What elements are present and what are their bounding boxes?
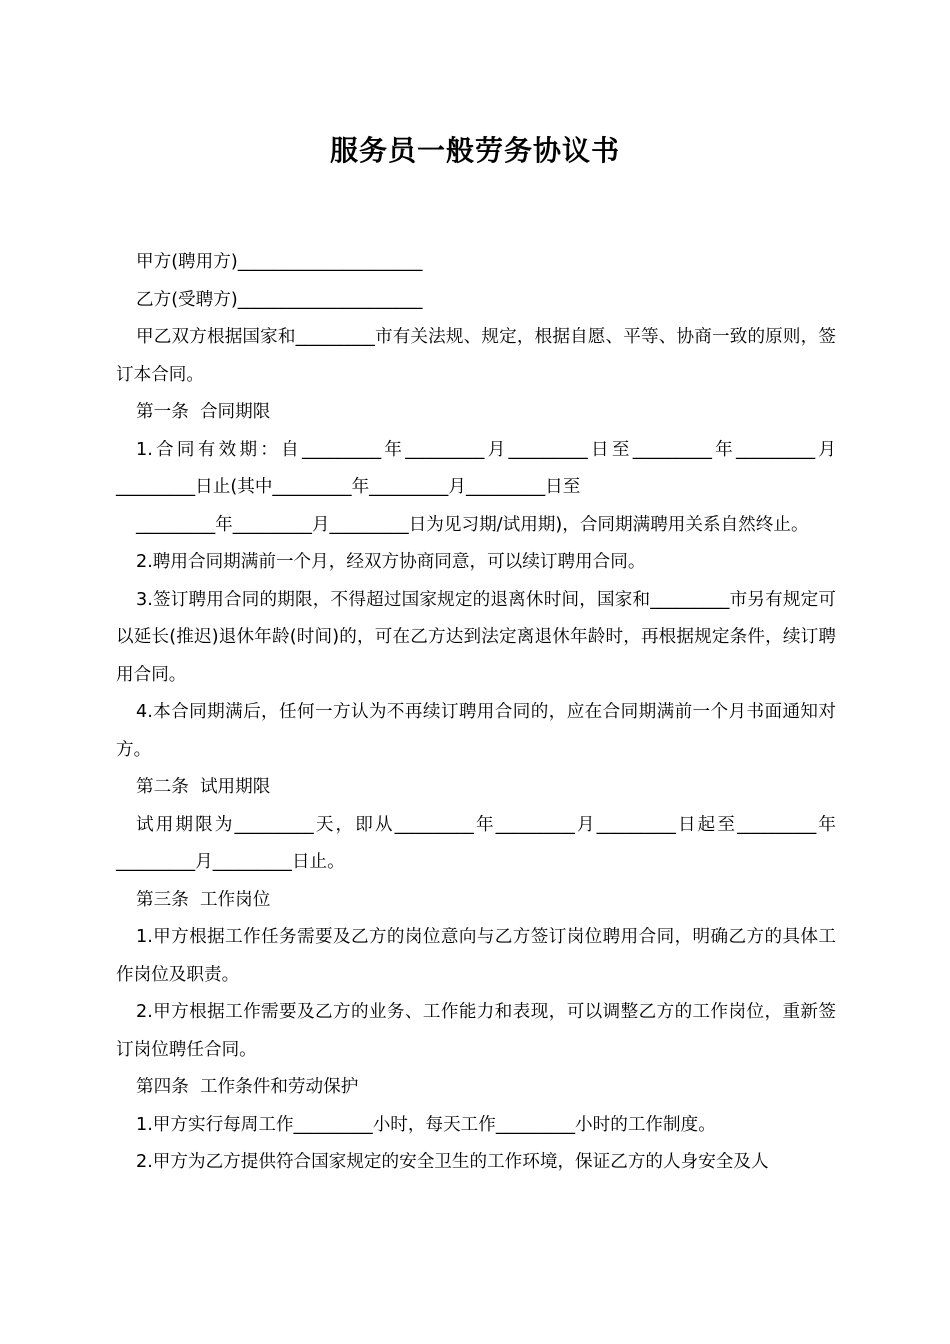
article-1-clause-2: 2.聘用合同期满前一个月，经双方协商同意，可以续订聘用合同。 bbox=[136, 552, 646, 572]
party-a-line: 甲方(聘用方)_____________________ bbox=[136, 252, 423, 272]
article-4-clause-2: 2.甲方为乙方提供符合国家规定的安全卫生的工作环境，保证乙方的人身安全及人 bbox=[136, 1152, 769, 1172]
article-4-heading: 第四条 工作条件和劳动保护 bbox=[136, 1077, 359, 1097]
article-3-heading: 第三条 工作岗位 bbox=[136, 889, 271, 910]
article-1-clause-4: 4.本合同期满后，任何一方认为不再续订聘用合同的，应在合同期满前一个月书面通知对方。 bbox=[116, 702, 836, 760]
article-4-clause-1: 1.甲方实行每周工作_________小时，每天工作_________小时的工作制度。 bbox=[136, 1114, 716, 1135]
document-body bbox=[116, 244, 836, 1182]
article-1-clause-1: 1.合同有效期：自_________年_________月_________日至_________年_________月_________日止(其中_________年_________月_________日至 bbox=[116, 439, 836, 497]
document-title: 服务员一般劳务协议书 bbox=[329, 134, 620, 167]
article-3-clause-2: 2.甲方根据工作需要及乙方的业务、工作能力和表现，可以调整乙方的工作岗位，重新签订岗位聘任合同。 bbox=[116, 1002, 836, 1060]
article-2-clause: 试用期限为_________天，即从_________年_________月_________日起至_________年_________月_________日止。 bbox=[116, 814, 836, 872]
article-3-clause-1: 1.甲方根据工作任务需要及乙方的岗位意向与乙方签订岗位聘用合同，明确乙方的具体工作岗位及职责。 bbox=[116, 927, 836, 985]
article-2-heading: 第二条 试用期限 bbox=[136, 777, 271, 797]
article-1-clause-3: 3.签订聘用合同的期限，不得超过国家规定的退离休时间，国家和_________市另有规定可以延长(推迟)退休年龄(时间)的，可在乙方达到法定离退休年龄时，再根据规定条件，续订聘用合同。 bbox=[116, 589, 836, 685]
article-1-clause-1-continued: _________年_________月_________日为见习期/试用期)，合同期满聘用关系自然终止。 bbox=[136, 514, 809, 535]
article-1-heading: 第一条 合同期限 bbox=[136, 402, 271, 422]
preamble-paragraph: 甲乙双方根据国家和_________市有关法规、规定，根据自愿、平等、协商一致的原则，签订本合同。 bbox=[116, 327, 836, 385]
party-b-line: 乙方(受聘方)_____________________ bbox=[136, 289, 423, 310]
